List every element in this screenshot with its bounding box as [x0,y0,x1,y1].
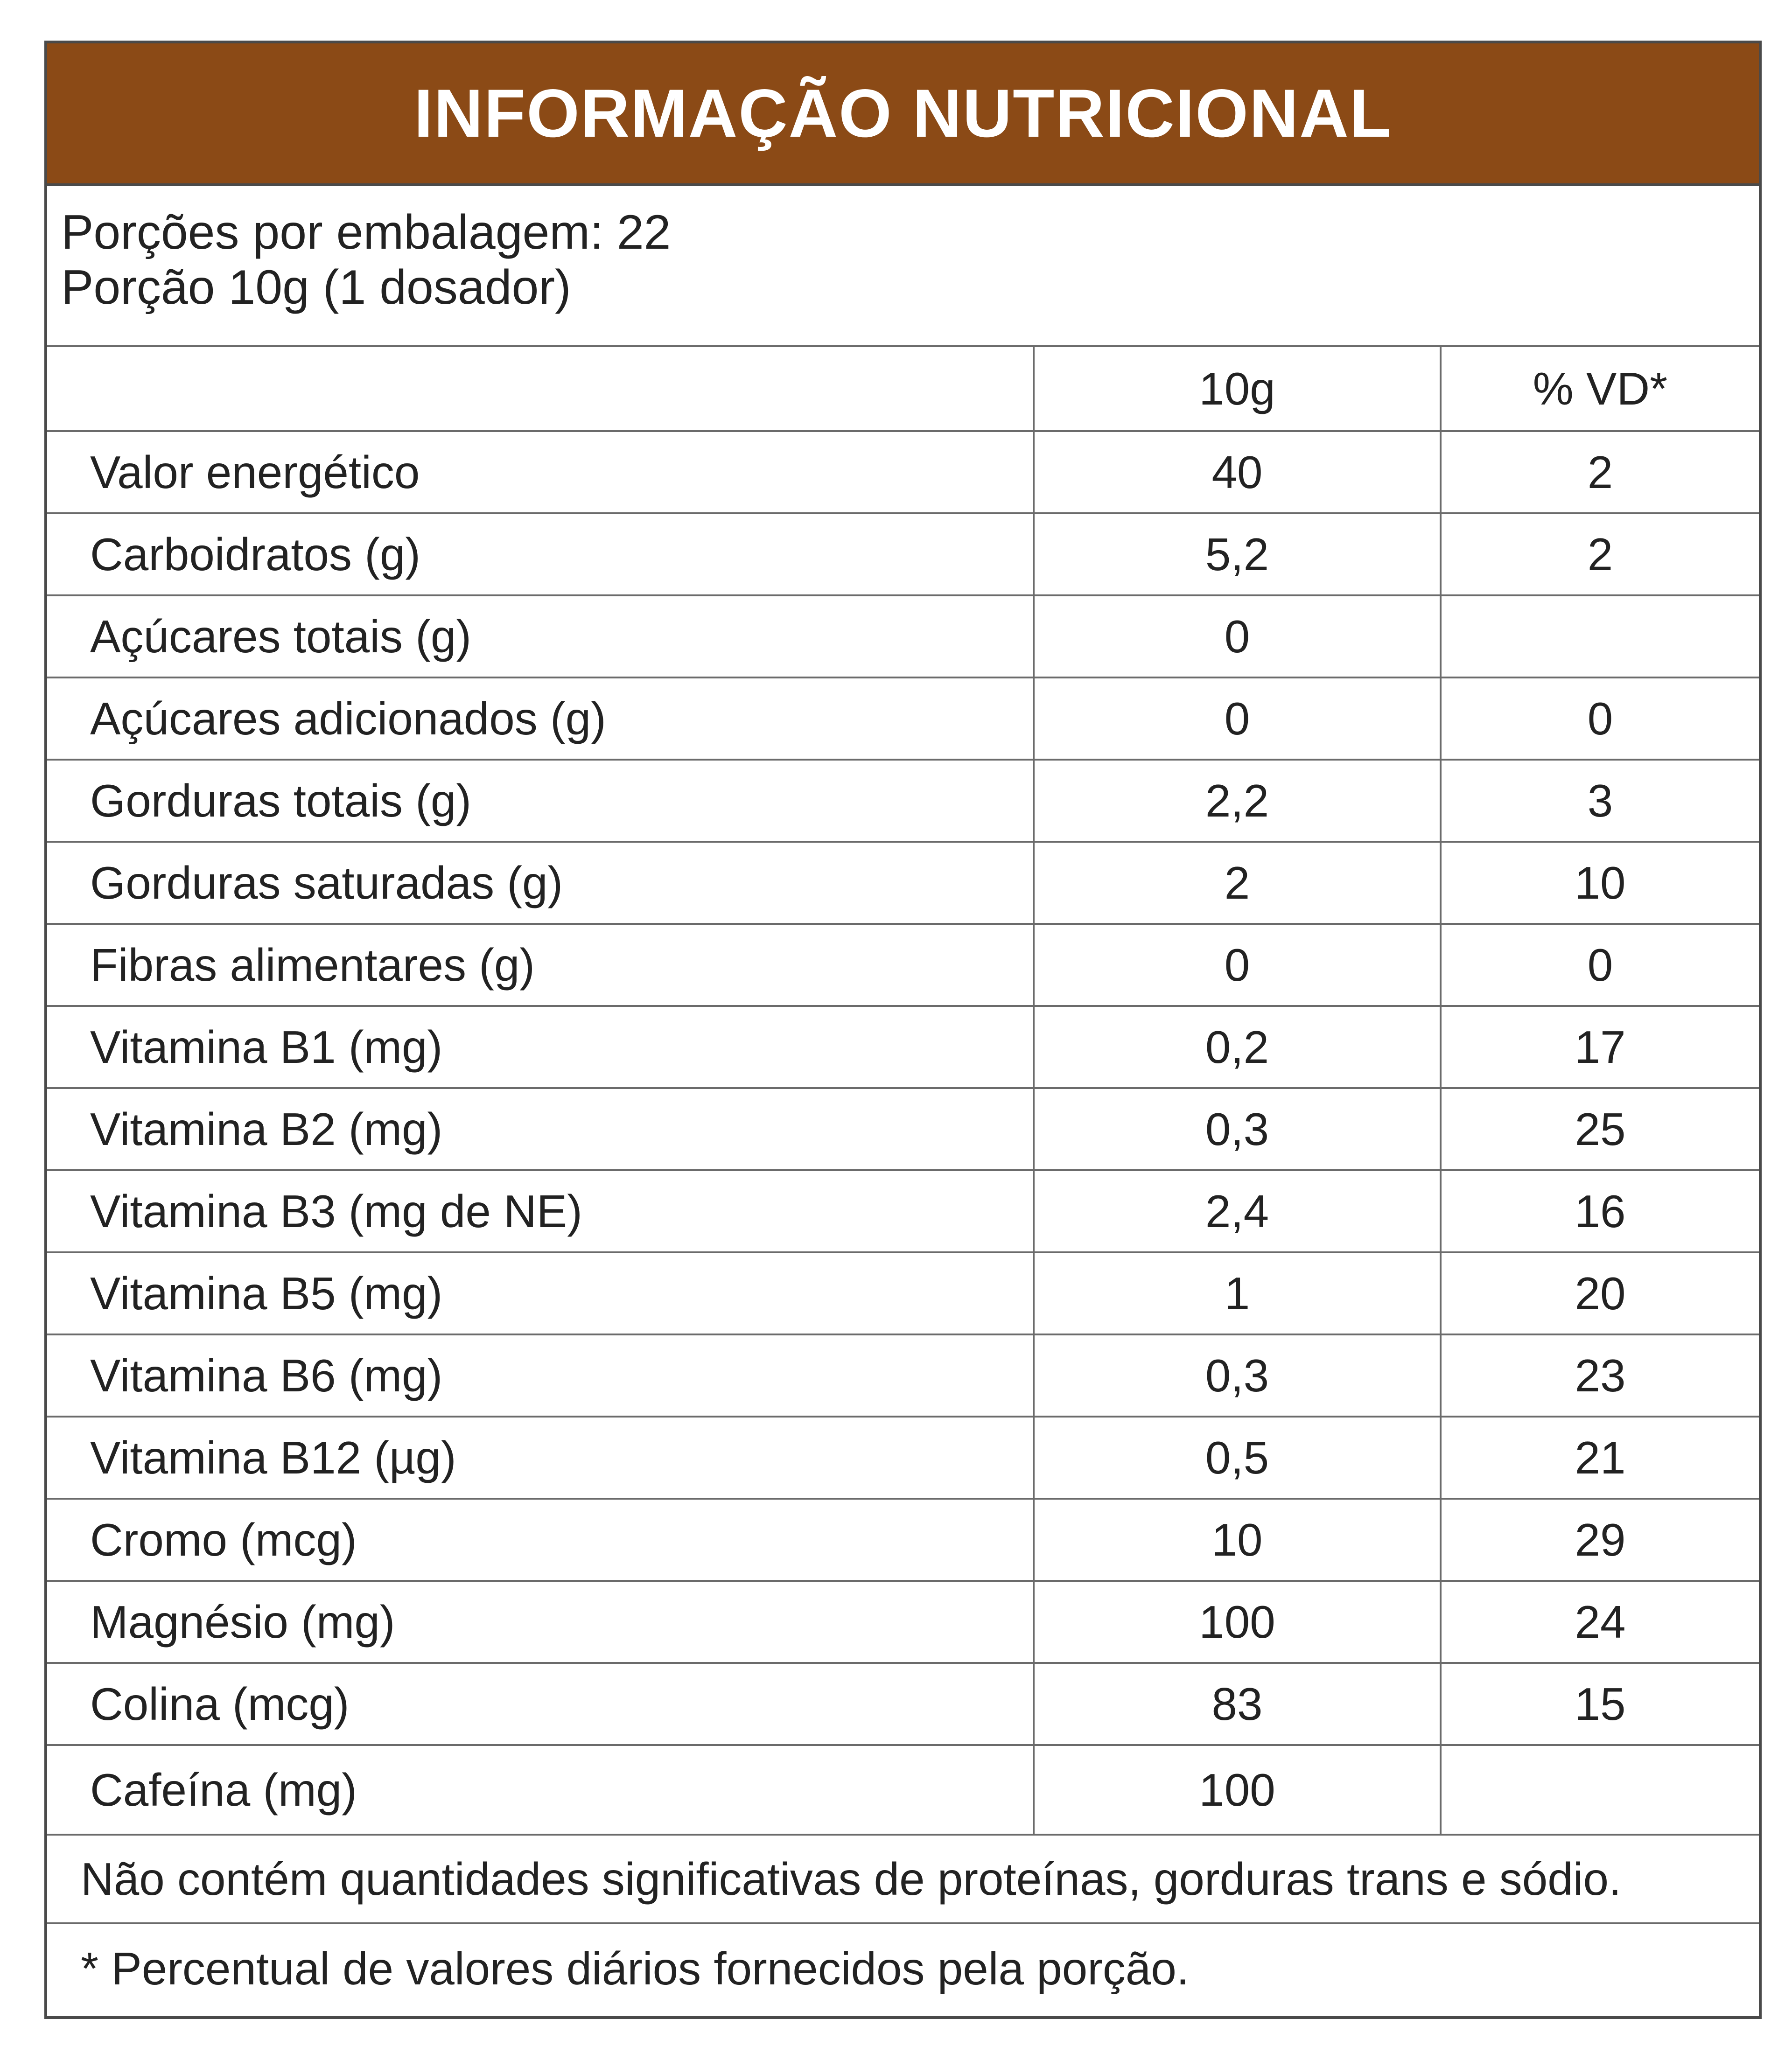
table-row [47,513,1759,595]
table-row [47,1581,1759,1663]
table-row [47,1170,1759,1252]
nutrient-name: Fibras alimentares (g) [47,924,1034,1006]
table-row [47,760,1759,842]
nutrient-daily-value: 29 [1441,1499,1759,1581]
nutrient-daily-value: 24 [1441,1581,1759,1663]
not-significant-note: Não contém quantidades significativas de proteínas, gorduras trans e sódio. [47,1836,1759,1924]
nutrient-daily-value: 0 [1441,677,1759,760]
table-row [47,1334,1759,1417]
nutrient-amount: 0,3 [1034,1088,1441,1170]
nutrient-amount: 40 [1034,431,1441,513]
table-header-row [47,347,1759,431]
nutrient-daily-value: 15 [1441,1663,1759,1745]
table-row [47,1417,1759,1499]
nutrient-name: Gorduras totais (g) [47,760,1034,842]
nutrient-amount: 2,4 [1034,1170,1441,1252]
nutrient-amount: 100 [1034,1745,1441,1835]
table-row [47,1006,1759,1088]
portion-size: Porção 10g (1 dosador) [61,260,571,314]
nutrient-daily-value [1441,595,1759,677]
nutrient-amount: 0,2 [1034,1006,1441,1088]
table-row [47,842,1759,924]
nutrient-daily-value: 3 [1441,760,1759,842]
nutrient-amount: 83 [1034,1663,1441,1745]
header-daily-value: % VD* [1441,347,1759,431]
table-row [47,1745,1759,1835]
nutrient-amount: 1 [1034,1252,1441,1334]
nutrient-name: Cromo (mcg) [47,1499,1034,1581]
nutrient-daily-value: 17 [1441,1006,1759,1088]
nutrient-name: Valor energético [47,431,1034,513]
nutrient-name: Colina (mcg) [47,1663,1034,1745]
nutrient-amount: 2 [1034,842,1441,924]
nutrient-name: Vitamina B1 (mg) [47,1006,1034,1088]
table-row [47,1088,1759,1170]
nutrient-daily-value: 2 [1441,513,1759,595]
portions-per-package: Porções por embalagem: 22 [61,205,671,259]
nutrient-name: Vitamina B12 (µg) [47,1417,1034,1499]
nutrient-amount: 10 [1034,1499,1441,1581]
nutrient-amount: 100 [1034,1581,1441,1663]
nutrient-daily-value: 25 [1441,1088,1759,1170]
nutrient-name: Magnésio (mg) [47,1581,1034,1663]
nutrition-table [47,347,1759,1836]
nutrient-daily-value: 21 [1441,1417,1759,1499]
nutrient-amount: 0 [1034,677,1441,760]
nutrient-amount: 0 [1034,924,1441,1006]
nutrition-facts-panel [44,41,1762,2019]
nutrient-daily-value: 23 [1441,1334,1759,1417]
nutrient-daily-value: 0 [1441,924,1759,1006]
nutrient-name: Açúcares totais (g) [47,595,1034,677]
nutrient-amount: 0 [1034,595,1441,677]
nutrient-name: Vitamina B6 (mg) [47,1334,1034,1417]
nutrition-header [47,43,1759,186]
nutrient-name: Vitamina B5 (mg) [47,1252,1034,1334]
nutrition-title: INFORMAÇÃO NUTRICIONAL [414,75,1392,151]
nutrient-daily-value: 20 [1441,1252,1759,1334]
header-nutrient [47,347,1034,431]
table-row [47,595,1759,677]
table-row [47,431,1759,513]
nutrient-amount: 0,3 [1034,1334,1441,1417]
nutrient-daily-value: 2 [1441,431,1759,513]
table-row [47,677,1759,760]
nutrient-name: Vitamina B2 (mg) [47,1088,1034,1170]
nutrient-amount: 0,5 [1034,1417,1441,1499]
table-row [47,1499,1759,1581]
nutrient-daily-value [1441,1745,1759,1835]
nutrient-name: Gorduras saturadas (g) [47,842,1034,924]
nutrient-daily-value: 16 [1441,1170,1759,1252]
table-row [47,924,1759,1006]
nutrient-amount: 2,2 [1034,760,1441,842]
table-row [47,1252,1759,1334]
daily-value-footnote: * Percentual de valores diários fornecidos pela porção. [81,1942,1190,1994]
nutrient-name: Carboidratos (g) [47,513,1034,595]
nutrient-name: Vitamina B3 (mg de NE) [47,1170,1034,1252]
serving-info [47,186,1759,347]
table-row [47,1663,1759,1745]
nutrient-amount: 5,2 [1034,513,1441,595]
nutrient-name: Cafeína (mg) [47,1745,1034,1835]
header-amount: 10g [1034,347,1441,431]
nutrient-name: Açúcares adicionados (g) [47,677,1034,760]
nutrient-daily-value: 10 [1441,842,1759,924]
